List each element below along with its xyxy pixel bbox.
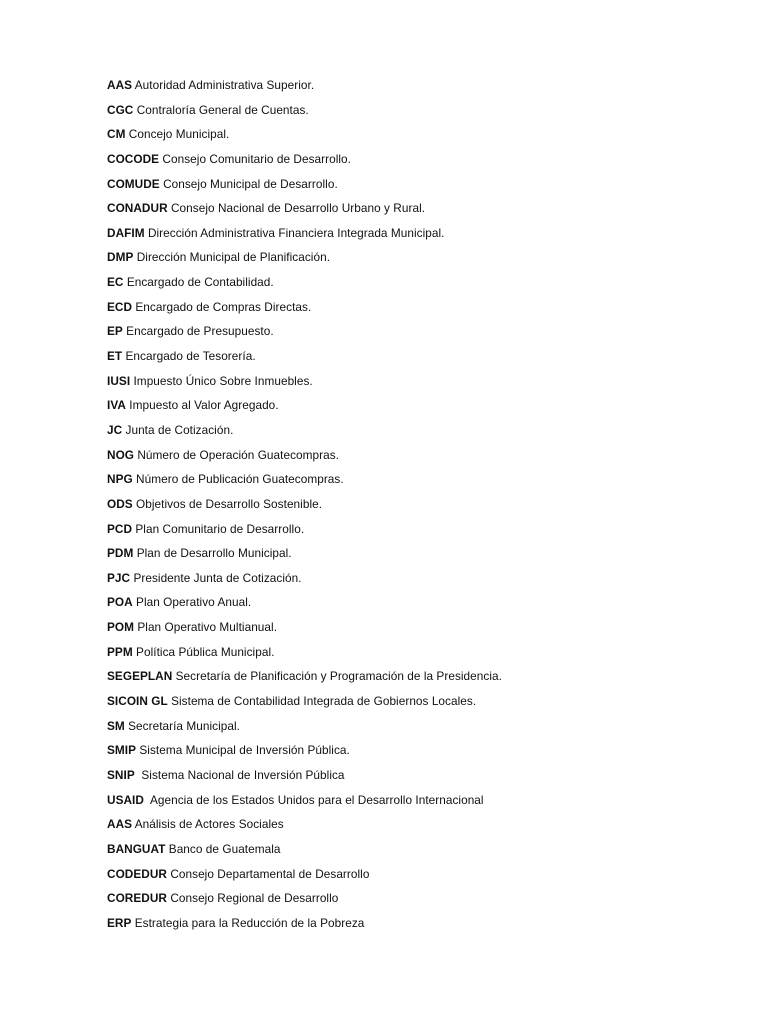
acronym-entry <box>107 299 502 324</box>
acronym-definition: Número de Publicación Guatecompras. <box>136 472 344 487</box>
acronym-definition: Plan Comunitario de Desarrollo. <box>135 521 305 536</box>
acronym-definition: Consejo Regional de Desarrollo <box>170 891 339 906</box>
acronym-entry <box>107 866 502 891</box>
acronym-entry <box>107 742 502 767</box>
acronym-definition: Política Pública Municipal. <box>136 644 275 659</box>
acronym-term: DAFIM <box>107 225 145 240</box>
acronym-term: SM <box>107 718 125 733</box>
acronym-entry <box>107 225 502 250</box>
acronym-term: AAS <box>107 817 133 832</box>
acronym-term: IVA <box>107 398 126 413</box>
acronym-entry <box>107 816 502 841</box>
acronym-entry <box>107 126 502 151</box>
acronym-term: EP <box>107 324 123 339</box>
acronym-definition: Sistema Municipal de Inversión Pública. <box>139 743 350 758</box>
acronym-definition: Banco de Guatemala <box>168 841 281 856</box>
acronym-term: ECD <box>107 299 133 314</box>
acronym-definition: Plan Operativo Multianual. <box>137 620 278 635</box>
acronym-term: COREDUR <box>107 891 167 906</box>
acronym-entry <box>107 545 502 570</box>
acronym-term: AAS <box>107 78 133 92</box>
acronym-definition: Plan Operativo Anual. <box>136 595 252 610</box>
acronym-entry <box>107 447 502 472</box>
acronym-definition: Número de Operación Guatecompras. <box>137 447 339 462</box>
acronym-term: ERP <box>107 915 132 930</box>
acronym-entry <box>107 102 502 127</box>
acronym-term: POA <box>107 595 133 610</box>
acronym-term: IUSI <box>107 373 131 388</box>
acronym-term: COCODE <box>107 151 160 166</box>
acronym-entry <box>107 792 502 817</box>
acronym-term: SNIP <box>107 767 135 782</box>
acronym-term: CGC <box>107 102 134 117</box>
acronym-term: DMP <box>107 250 134 265</box>
acronym-definition: Consejo Municipal de Desarrollo. <box>163 176 338 191</box>
acronym-definition: Encargado de Presupuesto. <box>126 324 274 339</box>
acronym-term: CODEDUR <box>107 866 167 881</box>
acronym-entry <box>107 176 502 201</box>
acronym-entry <box>107 249 502 274</box>
acronym-definition: Sistema de Contabilidad Integrada de Gobiernos Locales. <box>171 694 477 709</box>
acronym-entry <box>107 915 502 940</box>
acronym-entry <box>107 422 502 447</box>
acronym-list <box>107 77 502 939</box>
acronym-definition: Consejo Nacional de Desarrollo Urbano y Rural. <box>170 201 426 216</box>
acronym-entry <box>107 718 502 743</box>
acronym-definition: Secretaría de Planificación y Programación de la Presidencia. <box>175 669 502 684</box>
acronym-term: SMIP <box>107 743 137 758</box>
acronym-entry <box>107 619 502 644</box>
acronym-term: PJC <box>107 570 131 585</box>
acronym-entry <box>107 767 502 792</box>
acronym-definition: Dirección Administrativa Financiera Integrada Municipal. <box>147 225 445 240</box>
acronym-definition: Concejo Municipal. <box>128 127 230 142</box>
acronym-entry <box>107 521 502 546</box>
acronym-term: SICOIN GL <box>107 694 168 709</box>
acronym-entry <box>107 644 502 669</box>
acronym-definition: Dirección Municipal de Planificación. <box>136 250 331 265</box>
acronym-definition: Autoridad Administrativa Superior. <box>134 78 315 92</box>
acronym-term: PCD <box>107 521 133 536</box>
acronym-definition: Encargado de Compras Directas. <box>135 299 312 314</box>
acronym-definition: Estrategia para la Reducción de la Pobreza <box>134 915 365 930</box>
acronym-term: PPM <box>107 644 133 659</box>
acronym-entry <box>107 323 502 348</box>
acronym-entry <box>107 274 502 299</box>
acronym-term: CONADUR <box>107 201 168 216</box>
acronym-term: BANGUAT <box>107 841 166 856</box>
acronym-definition: Contraloría General de Cuentas. <box>136 102 309 117</box>
acronym-term: EC <box>107 275 124 290</box>
acronym-entry <box>107 668 502 693</box>
acronym-term: SEGEPLAN <box>107 669 173 684</box>
acronym-definition: Secretaría Municipal. <box>128 718 240 733</box>
acronym-term: POM <box>107 620 135 635</box>
acronym-term: ET <box>107 349 123 364</box>
acronym-entry <box>107 890 502 915</box>
acronym-definition: Presidente Junta de Cotización. <box>133 570 302 585</box>
acronym-entry <box>107 373 502 398</box>
acronym-entry <box>107 570 502 595</box>
acronym-term: JC <box>107 422 123 437</box>
acronym-definition: Impuesto Único Sobre Inmuebles. <box>133 373 313 388</box>
acronym-entry <box>107 200 502 225</box>
acronym-definition: Encargado de Tesorería. <box>125 349 256 364</box>
acronym-entry <box>107 397 502 422</box>
acronym-term: ODS <box>107 496 133 511</box>
acronym-entry <box>107 77 502 102</box>
acronym-definition: Consejo Departamental de Desarrollo <box>170 866 370 881</box>
acronym-entry <box>107 594 502 619</box>
acronym-definition: Agencia de los Estados Unidos para el Desarrollo Internacional <box>149 792 484 807</box>
acronym-definition: Plan de Desarrollo Municipal. <box>136 546 292 561</box>
acronym-definition: Encargado de Contabilidad. <box>126 275 274 290</box>
acronym-entry <box>107 348 502 373</box>
acronym-definition: Consejo Comunitario de Desarrollo. <box>162 151 351 166</box>
acronym-term: COMUDE <box>107 176 160 191</box>
acronym-definition: Junta de Cotización. <box>125 422 234 437</box>
acronym-term: USAID <box>107 792 144 807</box>
acronym-definition: Objetivos de Desarrollo Sostenible. <box>136 496 323 511</box>
acronym-entry <box>107 496 502 521</box>
acronym-entry <box>107 151 502 176</box>
acronym-definition: Análisis de Actores Sociales <box>134 817 284 832</box>
acronym-term: NPG <box>107 472 133 487</box>
acronym-entry <box>107 471 502 496</box>
acronym-term: CM <box>107 127 126 142</box>
acronym-term: PDM <box>107 546 134 561</box>
acronym-definition: Impuesto al Valor Agregado. <box>129 398 279 413</box>
acronym-definition: Sistema Nacional de Inversión Pública <box>141 767 345 782</box>
acronym-term: NOG <box>107 447 135 462</box>
acronym-entry <box>107 693 502 718</box>
acronym-entry <box>107 841 502 866</box>
